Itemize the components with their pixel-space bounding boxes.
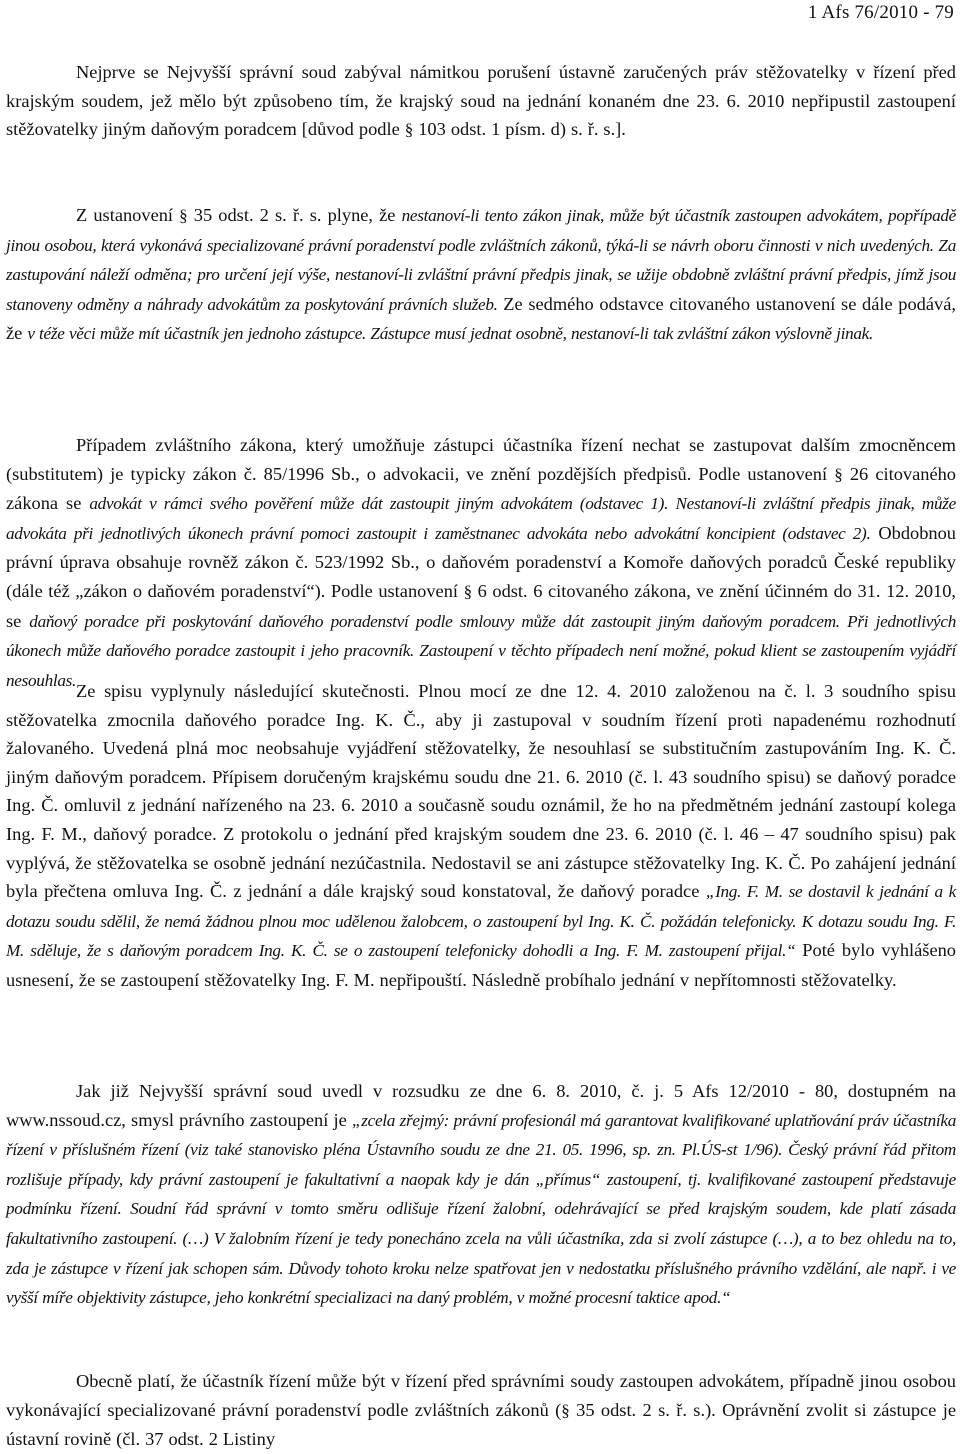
quoted-text: nestanoví-li tento zákon jinak, může být účastník zastoupen advokátem, popřípadě jinou osobou, která vykonává specializované právní poradenství podle zvláštních zákonů, týká-li se návrh oboru činnosti v nich uvedených. Za zastupování náleží odměna; pro určení její výše, nestanoví-li zvláštní právní předpis jinak, se užije obdobně zvláštní právní předpis, jímž jsou stanoveny odměny a náhrady advokátům za poskytování právních služeb. bbox=[6, 206, 956, 314]
body-text: 6 odst. 6 citovaného zákona, ve znění účinném do 31. 12. 2010, se bbox=[6, 580, 956, 631]
case-number-header: 1 Afs 76/2010 - 79 bbox=[807, 2, 954, 23]
quoted-text: v téže věci může mít účastník jen jednoho zástupce. Zástupce musí jednat osobně, nestanoví-li tak zvláštní zákon výslovně jinak. bbox=[27, 324, 873, 344]
section-sign: § bbox=[404, 120, 414, 140]
body-text: Obecně platí, že účastník řízení může být v řízení před správními soudy zastoupen advokátem, případně jinou osobou vykonávající specializované právní poradenství podle zvláštních zákonů ( bbox=[6, 1371, 956, 1420]
section-sign: § bbox=[834, 464, 843, 484]
section-sign: § bbox=[179, 206, 188, 225]
paragraph-2 bbox=[6, 201, 956, 349]
section-sign: § bbox=[561, 1400, 570, 1420]
quoted-text: „Ing. F. M. se dostavil k jednání a k dotazu soudu sdělil, že nemá žádnou plnou moc udělenou žalobcem, o zastoupení byl Ing. K. Č. požádán telefonicky. K dotazu soudu Ing. F. M. sděluje, že s daňovým poradcem Ing. K. Č. se o zastoupení telefonicky dohodli a Ing. F. M. zastoupení přijal.“ bbox=[6, 882, 956, 961]
body-text: Z ustanovení bbox=[76, 205, 180, 225]
body-text: Ze spisu vyplynuly následující skutečnosti. Plnou mocí ze dne 12. 4. 2010 založenou na č. l. 3 soudního spisu stěžovatelka zmocnila daňového poradce Ing. K. Č., aby ji zastupoval v soudním řízení proti napadenému rozhodnutí žalovaného. Uvedená plná moc neobsahuje vyjádření stěžovatelky, že nesouhlasí se substitučním zastupováním Ing. K. Č. jiným daňovým poradcem. Přípisem doručeným krajskému soudu dne 21. 6. 2010 (č. l. 43 soudního spisu) se daňový poradce Ing. Č. omluvil z jednání nařízeného na 23. 6. 2010 a současně soudu oznámil, že ho na předmětném jednání zastoupí kolega Ing. F. M., daňový poradce. Z protokolu o jednání před krajským soudem dne 23. 6. 2010 (č. l. 46 – 47 soudního spisu) pak vyplývá, že stěžovatelka se osobně jednání nezúčastnila. Nedostavil se ani zástupce stěžovatelky Ing. K. Č. Po zahájení jednání byla přečtena omluva Ing. Č. z jednání a dále krajský soud konstatoval, že daňový poradce bbox=[6, 681, 956, 902]
paragraph-3 bbox=[6, 431, 956, 695]
paragraph-1 bbox=[6, 58, 956, 145]
quoted-text: advokát v rámci svého pověření může dát zastoupit jiným advokátem (odstavec 1). Nestanoví-li zvláštní předpis jinak, může advokáta při jednotlivých úkonech právní pomoci zastoupit i zaměstnanec advokáta nebo advokátní koncipient (odstavec 2). bbox=[6, 494, 956, 543]
quoted-text: daňový poradce při poskytování daňového poradenství podle smlouvy může dát zastoupit jiným daňovým poradcem. Při jednotlivých úkonech může daňového poradce zastoupit i jeho pracovník. Zastoupení v těchto případech není možné, pokud klient se zastoupením vyjádří nesouhlas. bbox=[6, 611, 956, 690]
paragraph-5 bbox=[6, 1077, 956, 1313]
body-text: 35 odst. 2 s. ř. s.). Oprávnění zvolit si zástupce je ústavní rovině (čl. 37 odst. 2 Listiny bbox=[6, 1399, 956, 1450]
paragraph-6 bbox=[6, 1367, 956, 1454]
section-sign: § bbox=[463, 581, 473, 601]
body-text: 103 odst. 1 písm. d) s. ř. s.]. bbox=[413, 119, 626, 140]
quoted-text: „zcela zřejmý: právní profesionál má garantovat kvalifikované uplatňování práv účastníka řízení v příslušném řízení (viz také stanovisko pléna Ústavního soudu ze dne 21. 05. 1996, sp. zn. Pl.ÚS-st 1/96). Český právní řád přitom rozlišuje případy, kdy právní zastoupení je fakultativní a naopak kdy je dán „přímus“ zastoupení, tj. kvalifikované zastoupení představuje podmínku řízení. Soudní řád správní v tomto směru odlišuje řízení žalobní, odehrávající se před krajským soudem, kde platí zásada fakultativního zastoupení. (…) V žalobním řízení je tedy ponecháno zcela na vůli účastníka, zda si zvolí zástupce (…), a to bez ohledu na to, zda je zástupce v řízení jak schopen sám. Důvody tohoto kroku nelze spatřovat jen v nedostatku příslušného právního vzdělání, ale např. i ve vyšší míře objektivity zástupce, jeho konkrétní specializaci na daný problém, v možné procesní taktice apod.“ bbox=[6, 1110, 956, 1308]
body-text: 26 citovaného zákona se bbox=[6, 463, 956, 514]
body-text: 35 odst. 2 s. ř. s. plyne, že bbox=[187, 205, 402, 225]
body-text: Jak již Nejvyšší správní soud uvedl v rozsudku ze dne 6. 8. 2010, č. j. 5 Afs 12/2010 - 80, dostupném na www.nssoud.cz, smysl právního zastoupení je bbox=[6, 1081, 956, 1130]
body-text: Ze sedmého odstavce citovaného ustanovení se dále podává, že bbox=[6, 293, 956, 344]
body-text: Nejprve se Nejvyšší správní soud zabýval námitkou porušení ústavně zaručených práv stěžovatelky v řízení před krajským soudem, jež mělo být způsobeno tím, že krajský soud na jednání konaném dne 23. 6. 2010 nepřipustil zastoupení stěžovatelky jiným daňovým poradcem [důvod podle bbox=[6, 62, 956, 140]
paragraph-4 bbox=[6, 677, 956, 995]
body-text: Poté bylo vyhlášeno usnesení, že se zastoupení stěžovatelky Ing. F. M. nepřipouští. Následně probíhalo jednání v nepřítomnosti stěžovatelky. bbox=[6, 940, 957, 990]
body-text: Případem zvláštního zákona, který umožňuje zástupci účastníka řízení nechat se zastupovat dalším zmocněncem (substitutem) je typicky zákon č. 85/1996 Sb., o advokacii, ve znění pozdějších předpisů. Podle ustanovení bbox=[6, 435, 956, 484]
body-text: Obdobnou právní úprava obsahuje rovněž zákon č. 523/1992 Sb., o daňovém poradenství a Komoře daňových poradců České republiky (dále též „zákon o daňovém poradenství“). Podle ustanovení bbox=[6, 522, 956, 601]
